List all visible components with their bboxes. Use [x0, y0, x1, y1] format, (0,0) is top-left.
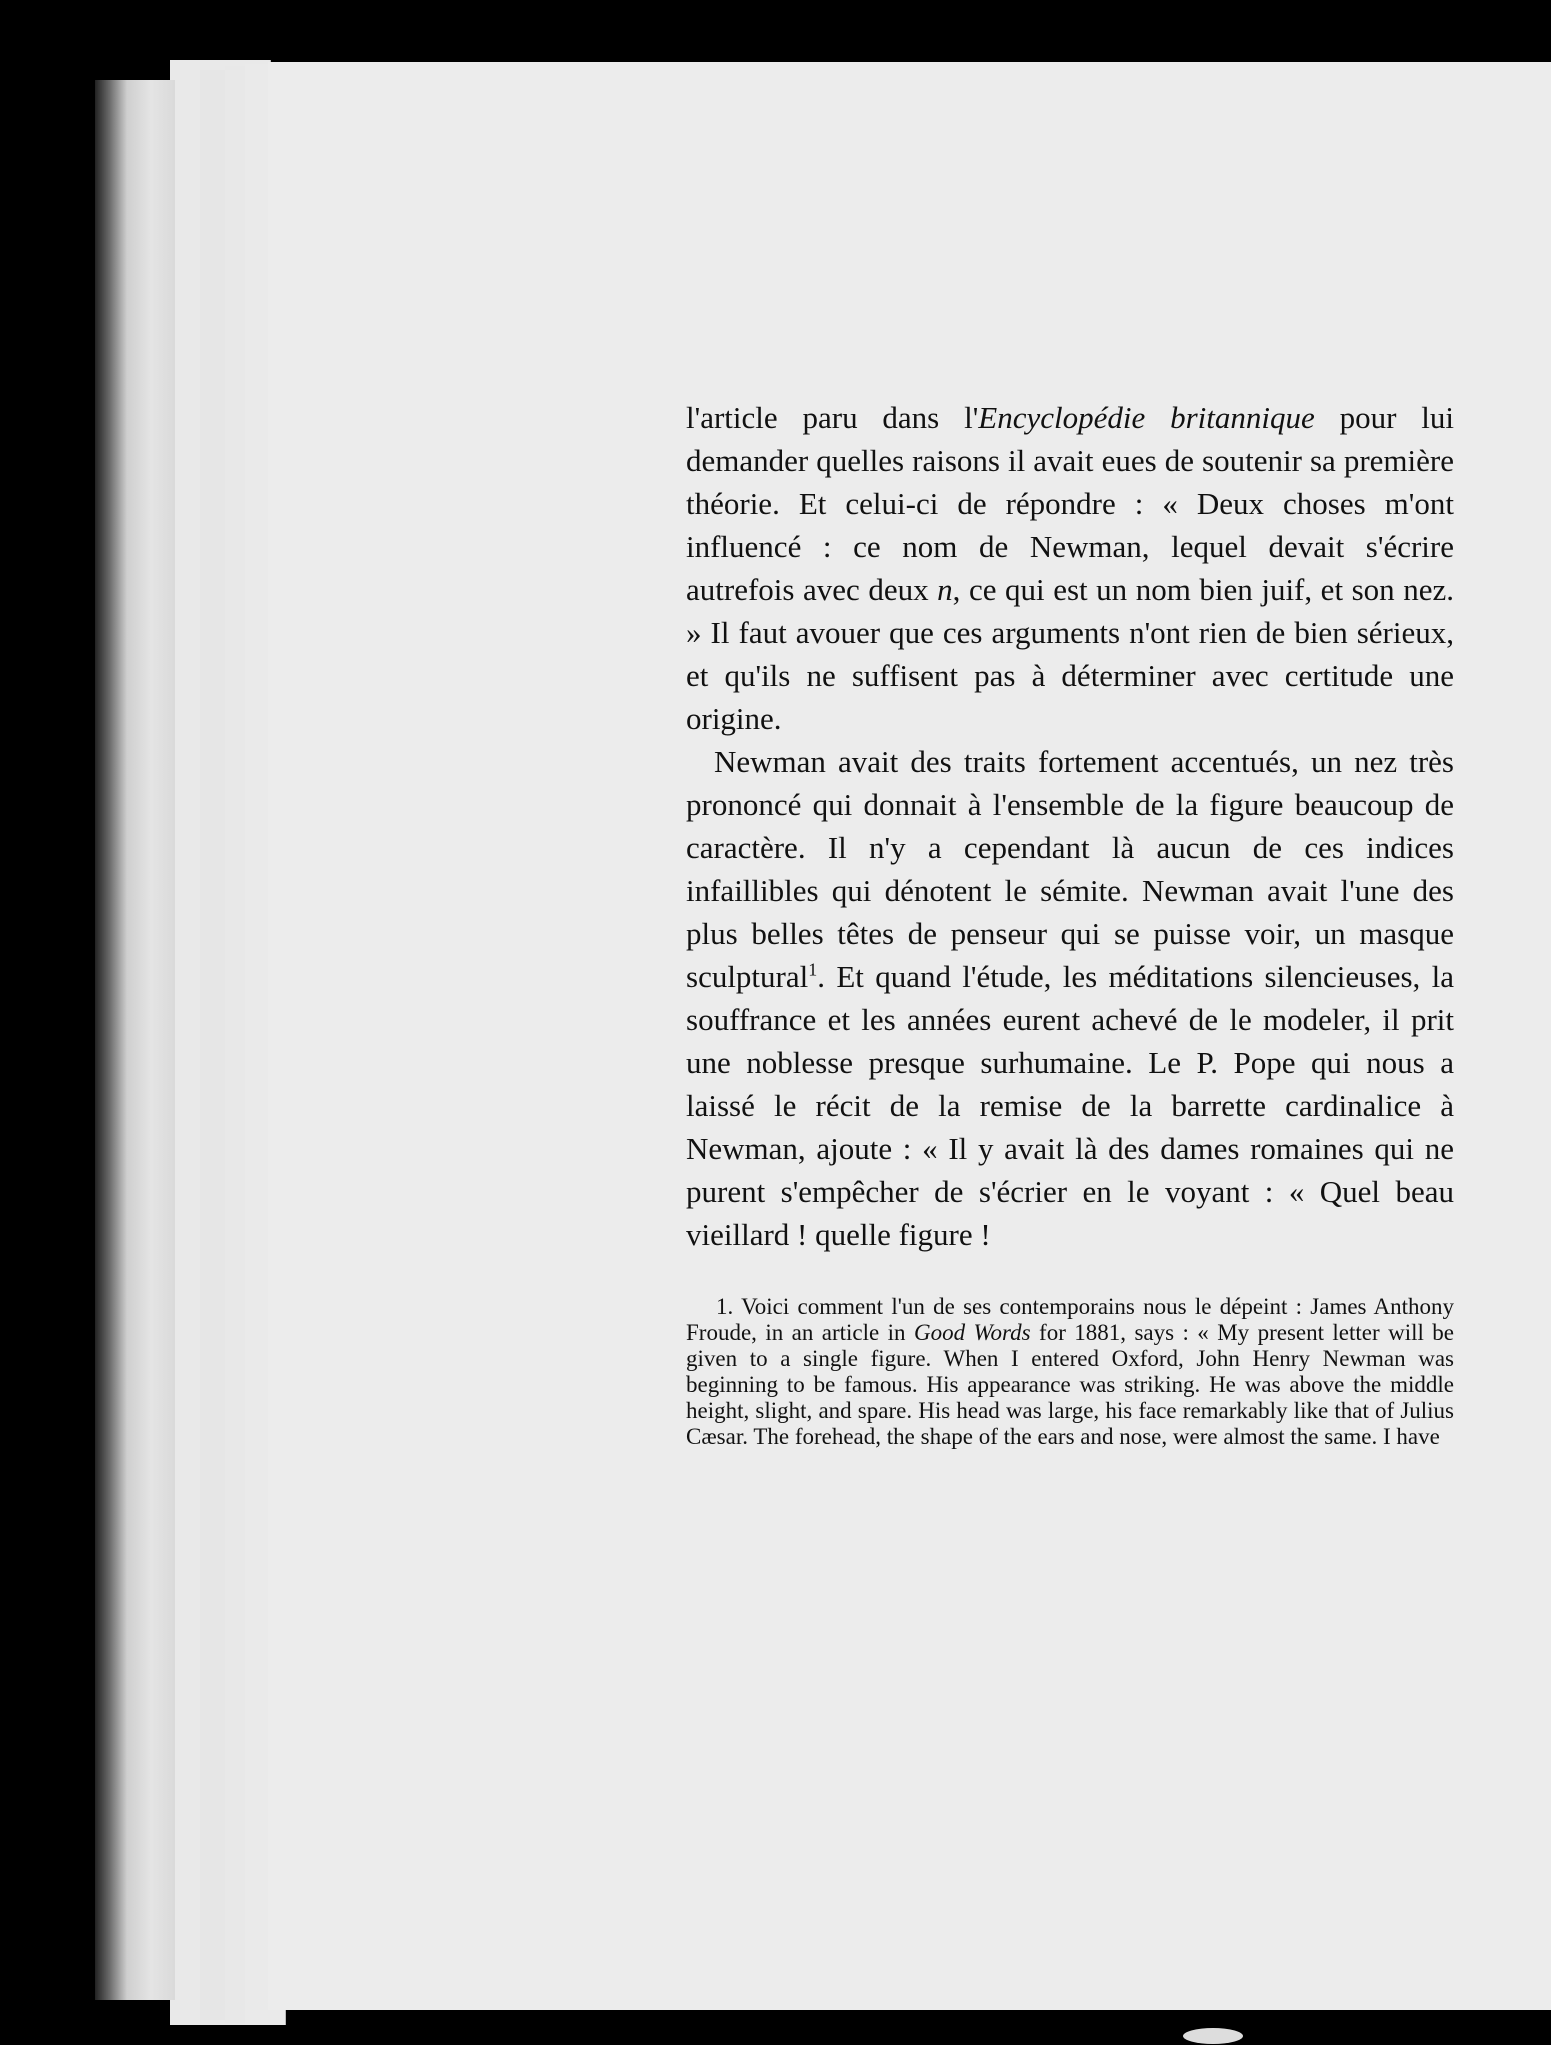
paragraph-1-end: , ce qui est un nom bien juif, et son nez. » Il faut avouer que ces arguments n'ont rien de bien sérieux, et qu'ils ne suffisent pas à déterminer avec certitude une origine.: [686, 572, 1454, 736]
footnote: [686, 1294, 1454, 1450]
body-text: [686, 396, 1454, 1256]
scan-speck: [1183, 2028, 1243, 2044]
paragraph-2-start: Newman avait des traits fortement accentués, un nez très prononcé qui donnait à l'ensemble de la figure beaucoup de caractère. Il n'y a cependant là aucun de ces indices infaillibles qui dénotent le sémite. Newman avait l'une des plus belles têtes de penseur qui se puisse voir, un masque sculptural: [686, 744, 1454, 994]
encyclopedie-title: Encyclopédie britannique: [978, 400, 1315, 435]
good-words-title: Good Words: [913, 1320, 1031, 1345]
footnote-reference: 1: [808, 959, 818, 980]
paragraph-2: [686, 740, 1454, 1256]
footnote-end: for 1881, says : « My present letter will be given to a single figure. When I entered Oxford, John Henry Newman was beginning to be famous. His appearance was striking. He was above the middle height, slight, and spare. His head was large, his face remarkably like that of Julius Cæsar. The forehead, the shape of the ears and nose, were almost the same. I have: [686, 1320, 1454, 1449]
footnote-start: Voici comment l'un de ses contemporains nous le dépeint : James Anthony Froude, in an article in: [686, 1294, 1454, 1345]
page-text: [686, 396, 1454, 1450]
italic-n: n: [937, 572, 953, 607]
paragraph-1: [686, 396, 1454, 740]
footnote-text: [686, 1294, 1454, 1450]
paragraph-2-end: . Et quand l'étude, les méditations silencieuses, la souffrance et les années eurent achevé de le modeler, il prit une noblesse presque surhumaine. Le P. Pope qui nous a laissé le récit de la remise de la barrette cardinalice à Newman, ajoute : « Il y avait là des dames romaines qui ne purent s'empêcher de s'écrier en le voyant : « Quel beau vieillard ! quelle figure !: [686, 959, 1454, 1252]
paragraph-1-start: l'article paru dans l': [686, 400, 979, 435]
footnote-number: 1.: [716, 1294, 734, 1319]
book-binding: [95, 80, 175, 2000]
paragraph-1-middle: pour lui demander quelles raisons il avait eues de soutenir sa première théorie. Et celui-ci de répondre : « Deux choses m'ont influencé : ce nom de Newman, lequel devait s'écrire autrefois avec deux: [686, 400, 1454, 607]
